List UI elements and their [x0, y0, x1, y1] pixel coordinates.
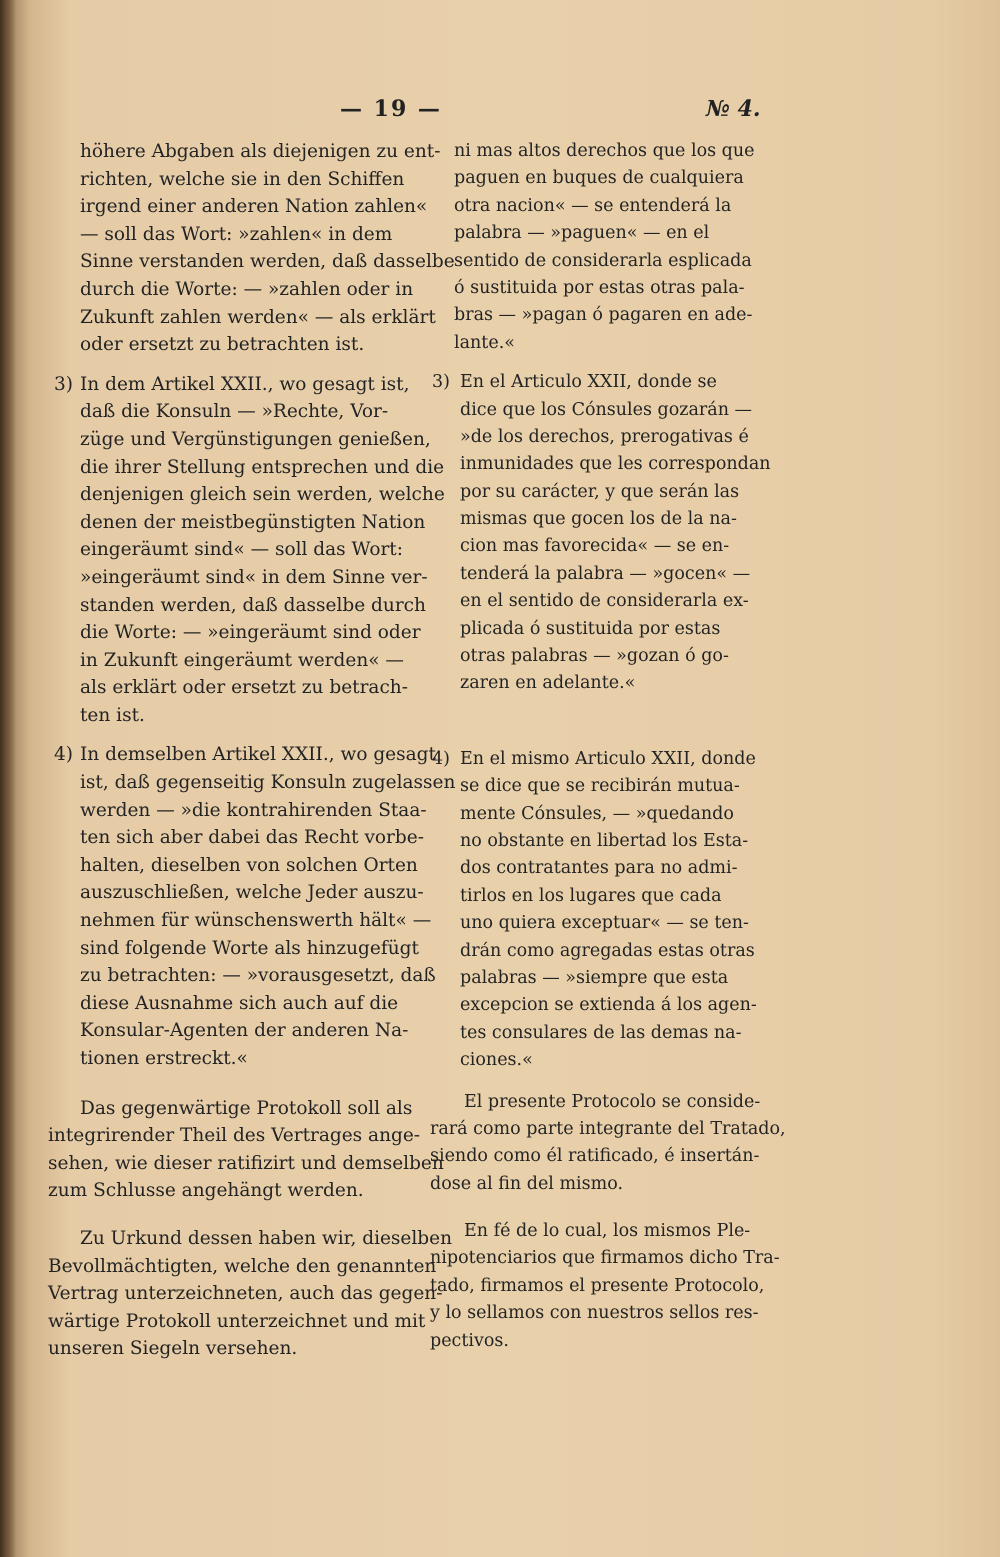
- spanish-intro-paragraph: [428, 138, 788, 357]
- page-header: [0, 96, 1000, 126]
- text-line: standen werden, daß dasselbe durch: [80, 594, 426, 616]
- text-line: halten, dieselben von solchen Orten: [80, 854, 418, 876]
- text-line: durch die Worte: — »zahlen oder in: [80, 278, 414, 300]
- text-line: nipotenciarios que firmamos dicho Tra-: [430, 1248, 780, 1269]
- spanish-column: [428, 138, 788, 1355]
- text-line: in Zukunft eingeräumt werden« —: [80, 649, 404, 671]
- german-item-3: [48, 371, 445, 730]
- text-line: En el mismo Articulo XXII, donde: [460, 748, 756, 769]
- text-line: ten sich aber dabei das Recht vorbe-: [80, 827, 424, 849]
- text-line: mismas que gocen los de la na-: [460, 509, 737, 530]
- spanish-item-3: [428, 369, 788, 698]
- text-line: als erklärt oder ersetzt zu betrach-: [80, 677, 408, 699]
- text-line: otras palabras — »gozan ó go-: [460, 646, 729, 667]
- text-line: tionen erstreckt.«: [80, 1048, 248, 1069]
- text-line: por su carácter, y que serán las: [460, 481, 740, 502]
- german-closing-paragraph: [48, 1225, 452, 1363]
- text-line: ist, daß gegenseitig Konsuln zugelassen: [80, 772, 456, 794]
- text-line: lante.«: [454, 332, 515, 353]
- text-line: dice que los Cónsules gozarán —: [460, 399, 753, 420]
- text-line: plicada ó sustituida por estas: [460, 618, 721, 639]
- text-line: integrirender Theil des Vertrages ange-: [48, 1125, 421, 1147]
- text-line: zum Schlusse angehängt werden.: [48, 1180, 364, 1202]
- text-line: paguen en buques de cualquiera: [454, 168, 744, 189]
- text-line: irgend einer anderen Nation zahlen«: [80, 196, 428, 218]
- text-line: sind folgende Worte als hinzugefügt: [80, 937, 419, 959]
- text-line: In dem Artikel XXII., wo gesagt ist,: [80, 373, 410, 395]
- german-item-4: [48, 741, 456, 1072]
- text-line: daß die Konsuln — »Rechte, Vor-: [80, 401, 389, 423]
- text-line: no obstante en libertad los Esta-: [460, 830, 749, 851]
- text-line: y lo sellamos con nuestros sellos res-: [430, 1303, 759, 1324]
- text-line: die Worte: — »eingeräumt sind oder: [80, 622, 421, 644]
- text-line: höhere Abgaben als diejenigen zu ent-: [80, 141, 441, 162]
- text-line: — soll das Wort: »zahlen« in dem: [80, 223, 393, 245]
- text-line: en el sentido de considerarla ex-: [460, 591, 749, 612]
- text-line: bras — »pagan ó pagaren en ade-: [454, 305, 753, 326]
- text-line: dos contratantes para no admi-: [460, 858, 738, 879]
- text-line: pectivos.: [430, 1330, 509, 1351]
- german-column: [48, 138, 456, 1363]
- text-line: denjenigen gleich sein werden, welche: [80, 484, 445, 506]
- text-line: Bevollmächtigten, welche den genannten: [48, 1255, 437, 1277]
- text-line: ten ist.: [80, 704, 145, 726]
- text-line: Zukunft zahlen werden« — als erklärt: [80, 306, 436, 328]
- text-line: inmunidades que les correspondan: [460, 454, 771, 475]
- text-line: tirlos en los lugares que cada: [460, 885, 722, 906]
- text-line: drán como agregadas estas otras: [460, 940, 755, 961]
- text-line: zaren en adelante.«: [460, 673, 636, 694]
- text-line: se dice que se recibirán mutua-: [460, 776, 740, 797]
- text-line: richten, welche sie in den Schiffen: [80, 168, 405, 190]
- text-line: El presente Protocolo se conside-: [464, 1091, 761, 1112]
- text-line: auszuschließen, welche Jeder auszu-: [80, 882, 424, 904]
- text-line: siendo como él ratificado, é insertán-: [430, 1146, 760, 1167]
- text-line: eingeräumt sind« — soll das Wort:: [80, 539, 403, 561]
- german-protocol-paragraph: [48, 1095, 444, 1205]
- spanish-item-3-text: [428, 369, 788, 698]
- text-line: denen der meistbegünstigten Nation: [80, 511, 426, 533]
- text-line: excepcion se extienda á los agen-: [460, 995, 757, 1016]
- text-line: palabras — »siempre que esta: [460, 967, 729, 988]
- spanish-item-4-number: 4): [432, 748, 450, 769]
- text-line: En fé de lo cual, los mismos Ple-: [464, 1221, 751, 1242]
- spanish-protocol-paragraph: [428, 1089, 788, 1199]
- text-line: »eingeräumt sind« in dem Sinne ver-: [80, 566, 428, 588]
- text-line: züge und Vergünstigungen genießen,: [80, 428, 431, 450]
- text-line: Sinne verstanden werden, daß dasselbe: [80, 251, 455, 273]
- text-line: Vertrag unterzeichneten, auch das gegen-: [48, 1283, 443, 1305]
- spanish-closing-paragraph: [428, 1218, 788, 1355]
- text-line: die ihrer Stellung entsprechen und die: [80, 456, 445, 478]
- german-item-4-number: 4): [54, 744, 73, 766]
- text-line: unseren Siegeln versehen.: [48, 1338, 298, 1360]
- page-number: — 19 —: [340, 96, 442, 122]
- text-line: zu betrachten: — »vorausgesetzt, daß: [80, 965, 436, 987]
- german-item-3-number: 3): [54, 373, 73, 395]
- text-line: wärtige Protokoll unterzeichnet und mit: [48, 1310, 426, 1332]
- text-line: En el Articulo XXII, donde se: [460, 372, 717, 393]
- text-line: werden — »die kontrahirenden Staa-: [80, 799, 427, 821]
- spanish-item-3-number: 3): [432, 372, 450, 393]
- text-line: uno quiera exceptuar« — se ten-: [460, 913, 749, 934]
- spanish-item-4-text: [428, 746, 788, 1075]
- text-line: palabra — »paguen« — en el: [454, 223, 710, 244]
- text-line: tado, firmamos el presente Protocolo,: [430, 1275, 765, 1296]
- text-line: Konsular-Agenten der anderen Na-: [80, 1020, 409, 1042]
- text-line: otra nacion« — se entenderá la: [454, 195, 732, 216]
- text-line: rará como parte integrante del Tratado,: [430, 1118, 786, 1139]
- text-line: oder ersetzt zu betrachten ist.: [80, 334, 365, 356]
- text-line: tes consulares de las demas na-: [460, 1022, 742, 1043]
- text-line: dose al fin del mismo.: [430, 1173, 624, 1194]
- document-number: № 4.: [706, 96, 761, 122]
- text-line: »de los derechos, prerogativas é: [460, 426, 749, 447]
- text-line: diese Ausnahme sich auch auf die: [80, 992, 399, 1014]
- german-item-3-text: [48, 371, 445, 730]
- text-line: nehmen für wünschenswerth hält« —: [80, 910, 432, 932]
- text-line: ó sustituida por estas otras pala-: [454, 277, 745, 298]
- text-line: Das gegenwärtige Protokoll soll als: [80, 1097, 413, 1119]
- text-line: In demselben Artikel XXII., wo gesagt: [80, 744, 436, 766]
- text-line: ni mas altos derechos que los que: [454, 141, 755, 161]
- text-line: sentido de considerarla esplicada: [454, 250, 752, 271]
- text-line: tenderá la palabra — »gocen« —: [460, 563, 751, 584]
- spanish-item-4: [428, 746, 788, 1075]
- german-intro-paragraph: [50, 138, 455, 359]
- text-line: sehen, wie dieser ratifizirt und demselben: [48, 1152, 444, 1174]
- text-line: mente Cónsules, — »quedando: [460, 803, 734, 824]
- text-line: cion mas favorecida« — se en-: [460, 536, 730, 557]
- text-line: Zu Urkund dessen haben wir, dieselben: [80, 1227, 452, 1249]
- german-item-4-text: [48, 741, 456, 1072]
- book-spine-shadow: [0, 0, 16, 1557]
- text-line: ciones.«: [460, 1050, 533, 1071]
